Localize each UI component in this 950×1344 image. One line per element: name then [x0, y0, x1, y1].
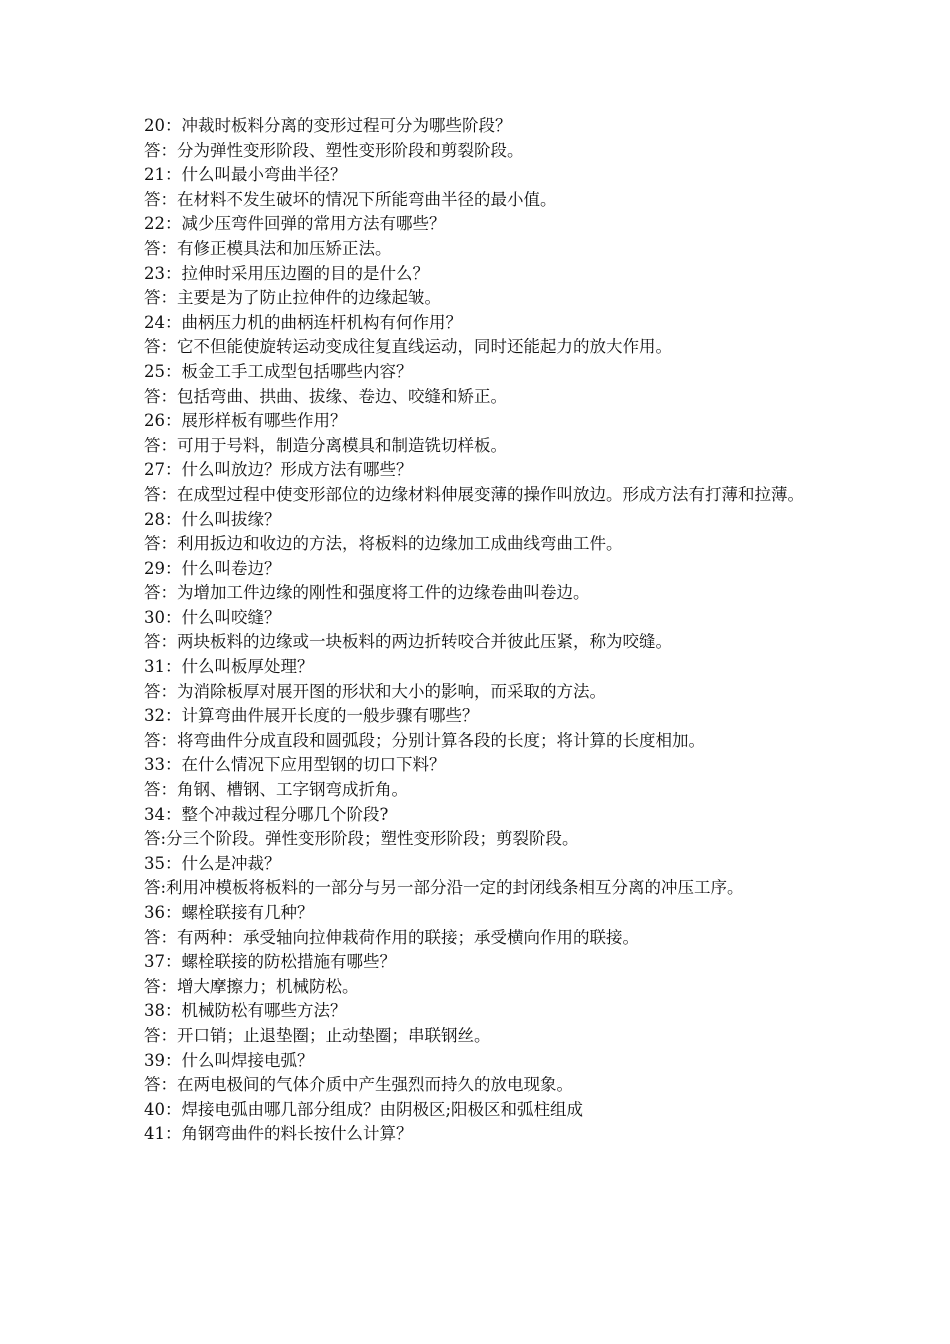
question-line: 34：整个冲裁过程分哪几个阶段?	[144, 804, 389, 824]
answer-line: 答:利用冲模板将板料的一部分与另一部分沿一定的封闭线条相互分离的冲压工序。	[144, 878, 744, 898]
question-line: 25：板金工手工成型包括哪些内容？	[144, 361, 413, 381]
question-line: 31：什么叫板厚处理？	[144, 657, 314, 677]
question-line: 35：什么是冲裁？	[144, 853, 281, 873]
question-line: 28：什么叫拔缘？	[144, 509, 281, 529]
question-line: 39：什么叫焊接电弧？	[144, 1050, 314, 1070]
question-line: 30：什么叫咬缝？	[144, 607, 281, 627]
question-line: 26：展形样板有哪些作用？	[144, 411, 347, 431]
answer-line: 答：两块板料的边缘或一块板料的两边折转咬合并彼此压紧，称为咬缝。	[144, 632, 672, 652]
question-line: 20：冲裁时板料分离的变形过程可分为哪些阶段？	[144, 116, 512, 135]
answer-line: 答：包括弯曲、拱曲、拔缘、卷边、咬缝和矫正。	[144, 386, 507, 406]
answer-line: 答:分三个阶段。弹性变形阶段；塑性变形阶段；剪裂阶段。	[144, 829, 579, 849]
answer-line: 答：增大摩擦力；机械防松。	[144, 976, 359, 996]
answer-line: 答：主要是为了防止拉伸件的边缘起皱。	[144, 288, 441, 308]
question-line: 27：什么叫放边？形成方法有哪些？	[144, 460, 413, 480]
question-line: 38：机械防松有哪些方法？	[144, 1001, 347, 1021]
question-line: 23：拉伸时采用压边圈的目的是什么？	[144, 263, 429, 283]
question-line: 21：什么叫最小弯曲半径？	[144, 165, 347, 185]
answer-line: 答：有修正模具法和加压矫正法。	[144, 238, 392, 258]
answer-line: 答：角钢、槽钢、工字钢弯成折角。	[144, 780, 408, 800]
question-line: 37：螺栓联接的防松措施有哪些？	[144, 952, 396, 972]
answer-line: 答：可用于号料，制造分离模具和制造铣切样板。	[144, 435, 507, 455]
question-line: 33：在什么情况下应用型钢的切口下料？	[144, 755, 446, 775]
answer-line: 答：分为弹性变形阶段、塑性变形阶段和剪裂阶段。	[144, 140, 524, 160]
question-line: 32：计算弯曲件展开长度的一般步骤有哪些？	[144, 706, 479, 726]
answer-line: 答：有两种：承受轴向拉伸栽荷作用的联接；承受横向作用的联接。	[144, 927, 639, 947]
answer-line: 答：在两电极间的气体介质中产生强烈而持久的放电现象。	[144, 1075, 573, 1095]
answer-line: 答：将弯曲件分成直段和圆弧段；分别计算各段的长度；将计算的长度相加。	[144, 730, 705, 750]
question-line: 41：角钢弯曲件的料长按什么计算？	[144, 1124, 413, 1144]
question-line: 29：什么叫卷边？	[144, 558, 281, 578]
answer-line: 答：为增加工件边缘的刚性和强度将工件的边缘卷曲叫卷边。	[144, 583, 590, 603]
answer-line: 答：在成型过程中使变形部位的边缘材料伸展变薄的操作叫放边。形成方法有打薄和拉薄。	[144, 484, 804, 504]
question-line: 40：焊接电弧由哪几部分组成？由阴极区;阳极区和弧柱组成	[144, 1099, 584, 1119]
answer-line: 答：利用扳边和收边的方法，将板料的边缘加工成曲线弯曲工件。	[144, 534, 623, 554]
question-line: 24：曲柄压力机的曲柄连杆机构有何作用？	[144, 312, 462, 332]
question-line: 22：减少压弯件回弹的常用方法有哪些？	[144, 214, 446, 234]
answer-line: 答：开口销；止退垫圈；止动垫圈；串联钢丝。	[144, 1025, 491, 1045]
answer-line: 答：它不但能使旋转运动变成往复直线运动，同时还能起力的放大作用。	[144, 337, 672, 357]
answer-line: 答：为消除板厚对展开图的形状和大小的影响，而采取的方法。	[144, 681, 606, 701]
answer-line: 答：在材料不发生破坏的情况下所能弯曲半径的最小值。	[144, 189, 557, 209]
document-body	[144, 114, 812, 1147]
question-line: 36：螺栓联接有几种？	[144, 903, 314, 922]
